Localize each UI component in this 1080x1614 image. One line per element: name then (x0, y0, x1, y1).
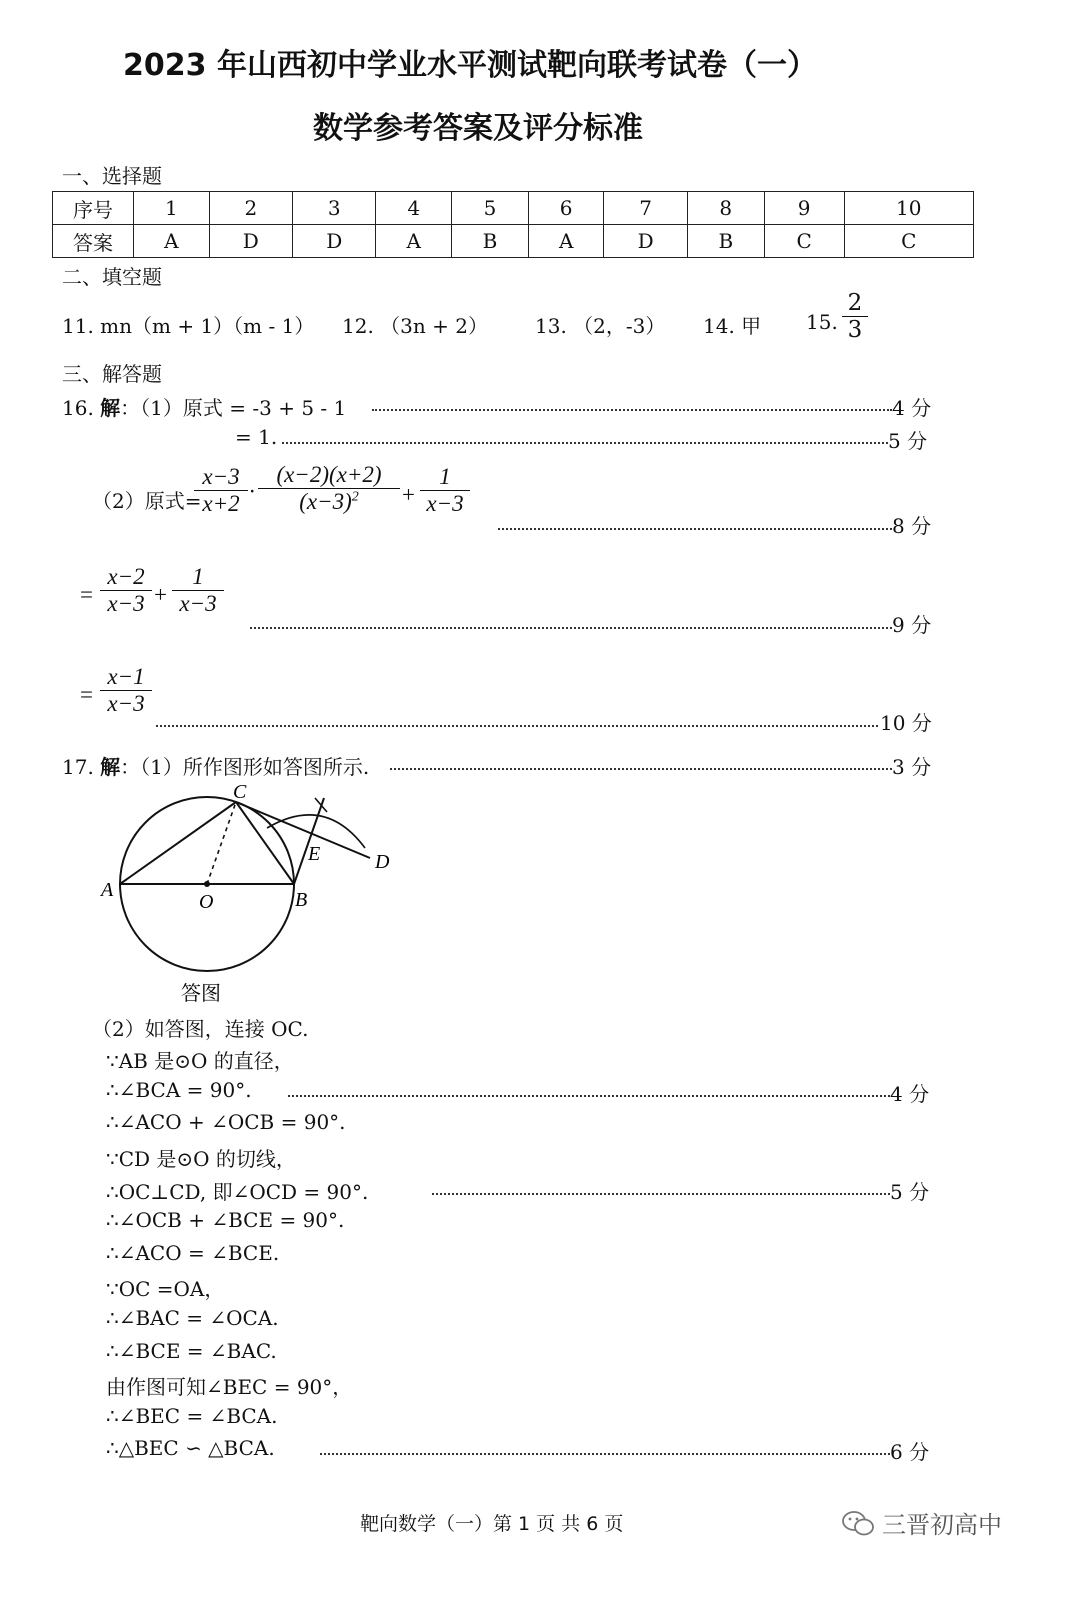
plus-sign: + (154, 582, 167, 607)
fraction-numerator: 1 (439, 464, 451, 489)
q16-step2: = 1. (235, 425, 278, 449)
q16-line1 (62, 392, 346, 421)
fraction-denominator: x−3 (100, 590, 152, 617)
score-mark: 10 分 (880, 711, 932, 735)
denominator-base: (x−3) (299, 489, 352, 514)
figure-caption: 答图 (181, 981, 221, 1005)
score-leader (390, 768, 892, 770)
table-cell: A (376, 225, 452, 258)
fraction-4 (100, 564, 152, 617)
proof-line: 由作图可知∠BEC = 90°， (106, 1375, 353, 1399)
table-cell: 1 (134, 192, 210, 225)
table-cell: D (604, 225, 687, 258)
solution-label: 解 (100, 755, 121, 779)
table-cell: 7 (604, 192, 687, 225)
fraction-numerator: x−1 (107, 664, 145, 689)
proof-line: ∴∠OCB + ∠BCE = 90°. (106, 1208, 345, 1232)
table-cell: 2 (209, 192, 292, 225)
table-cell: C (844, 225, 973, 258)
table-cell: A (528, 225, 604, 258)
fraction-denominator: 3 (842, 316, 868, 343)
table-cell: 4 (376, 192, 452, 225)
table-header-cell: 答案 (53, 225, 134, 258)
table-cell: 8 (687, 192, 764, 225)
score-leader (156, 725, 878, 727)
proof-line: ∴∠BCE = ∠BAC. (106, 1339, 277, 1363)
score-mark: 9 分 (892, 613, 932, 637)
table-cell: D (293, 225, 376, 258)
q17-line1 (62, 751, 369, 780)
fraction-denominator: x−3 (420, 490, 470, 517)
fraction-denominator (258, 488, 400, 515)
fill-answer-15-fraction (842, 290, 868, 343)
score-mark: 3 分 (892, 755, 932, 779)
construction-mark (315, 798, 327, 812)
table-cell: 5 (452, 192, 529, 225)
fraction-2 (258, 462, 400, 515)
fill-answer-14: 14. 甲 (703, 314, 762, 338)
plus-sign: + (402, 482, 415, 507)
q16-step1: ：（1）原式 = -3 + 5 - 1 (120, 396, 347, 420)
q17-part2-intro: （2）如答图，连接 OC. (92, 1017, 309, 1041)
score-leader (288, 1095, 890, 1097)
table-row (53, 192, 974, 225)
fraction-numerator: x−2 (107, 564, 145, 589)
proof-line: ∵OC =OA， (106, 1277, 225, 1301)
table-cell: 9 (764, 192, 844, 225)
fill-answer-11: 11. mn（m + 1）（m - 1） (62, 314, 315, 338)
score-leader (320, 1453, 890, 1455)
label-c: C (233, 781, 247, 803)
fraction-1 (194, 464, 248, 517)
section-fill-heading: 二、填空题 (62, 265, 162, 289)
proof-line: ∴∠BEC = ∠BCA. (106, 1404, 278, 1428)
table-cell: A (134, 225, 210, 258)
section-choice-heading: 一、选择题 (62, 164, 162, 188)
fraction-numerator: 2 (847, 290, 863, 316)
proof-line: ∴∠BAC = ∠OCA. (106, 1306, 279, 1330)
equals-sign: = (80, 582, 93, 607)
multiply-dot: · (249, 479, 255, 504)
fraction-numerator: x−3 (202, 464, 240, 489)
fraction-denominator: x−3 (172, 590, 224, 617)
segment-ac (120, 802, 236, 884)
proof-line: ∴OC⊥CD, 即∠OCD = 90°. (106, 1180, 369, 1204)
section-solution-heading: 三、解答题 (62, 362, 162, 386)
score-mark: 8 分 (892, 514, 932, 538)
table-cell: B (452, 225, 529, 258)
score-mark: 5 分 (890, 1180, 930, 1204)
page-subtitle: 数学参考答案及评分标准 (313, 111, 643, 146)
equals-sign: = (80, 682, 93, 707)
score-leader (432, 1193, 890, 1195)
fraction-denominator: x−3 (100, 690, 152, 717)
table-cell: B (687, 225, 764, 258)
score-leader (372, 409, 892, 411)
fraction-denominator: x+2 (194, 490, 248, 517)
table-cell: 6 (528, 192, 604, 225)
label-o: O (199, 891, 214, 913)
fraction-numerator: 1 (192, 564, 204, 589)
fraction-numerator: (x−2)(x+2) (276, 462, 382, 487)
score-leader (282, 442, 888, 444)
table-cell: C (764, 225, 844, 258)
fraction-5 (172, 564, 224, 617)
proof-line: ∴△BEC ∽ △BCA. (106, 1436, 275, 1460)
fraction-6 (100, 664, 152, 717)
table-row (53, 225, 974, 258)
proof-line: ∵AB 是⊙O 的直径， (106, 1049, 294, 1073)
watermark-text: 三晋初高中 (882, 1511, 1002, 1539)
page-title: 2023 年山西初中学业水平测试靶向联考试卷（一） (123, 48, 817, 83)
center-point (204, 881, 210, 887)
q17-step1: ：（1）所作图形如答图所示. (120, 755, 370, 779)
fill-answer-15-label: 15. (806, 310, 838, 334)
score-mark: 6 分 (890, 1440, 930, 1464)
watermark (840, 1505, 1002, 1540)
label-a: A (101, 879, 114, 901)
proof-line: ∵CD 是⊙O 的切线， (106, 1147, 296, 1171)
question-number: 17. (62, 755, 94, 779)
segment-oc-dashed (207, 802, 236, 884)
fill-answer-12: 12. （3n + 2） (342, 314, 488, 338)
fill-answer-13: 13. （2，-3） (535, 314, 666, 338)
table-cell: 10 (844, 192, 973, 225)
table-cell: D (209, 225, 292, 258)
score-leader (250, 627, 892, 629)
score-mark: 4 分 (890, 1082, 930, 1106)
score-leader (498, 528, 892, 530)
proof-line: ∴∠ACO + ∠OCB = 90°. (106, 1110, 346, 1134)
wechat-icon (840, 1508, 876, 1538)
question-number: 16. (62, 396, 94, 420)
q16-part2-label: （2）原式= (92, 489, 202, 513)
solution-label: 解 (100, 396, 121, 420)
choice-answer-table (52, 191, 974, 258)
geometry-figure (95, 778, 415, 1010)
proof-line: ∴∠ACO = ∠BCE. (106, 1241, 280, 1265)
label-e: E (308, 843, 321, 865)
table-header-cell: 序号 (53, 192, 134, 225)
label-d: D (375, 851, 390, 873)
label-b: B (295, 889, 308, 911)
score-mark: 4 分 (892, 396, 932, 420)
perpendicular-line (294, 798, 324, 884)
page-footer: 靶向数学（一）第 1 页 共 6 页 (360, 1513, 624, 1535)
denominator-exponent: 2 (351, 489, 359, 505)
score-mark: 5 分 (888, 429, 928, 453)
fraction-3 (420, 464, 470, 517)
proof-line: ∴∠BCA = 90°. (106, 1078, 252, 1102)
table-cell: 3 (293, 192, 376, 225)
